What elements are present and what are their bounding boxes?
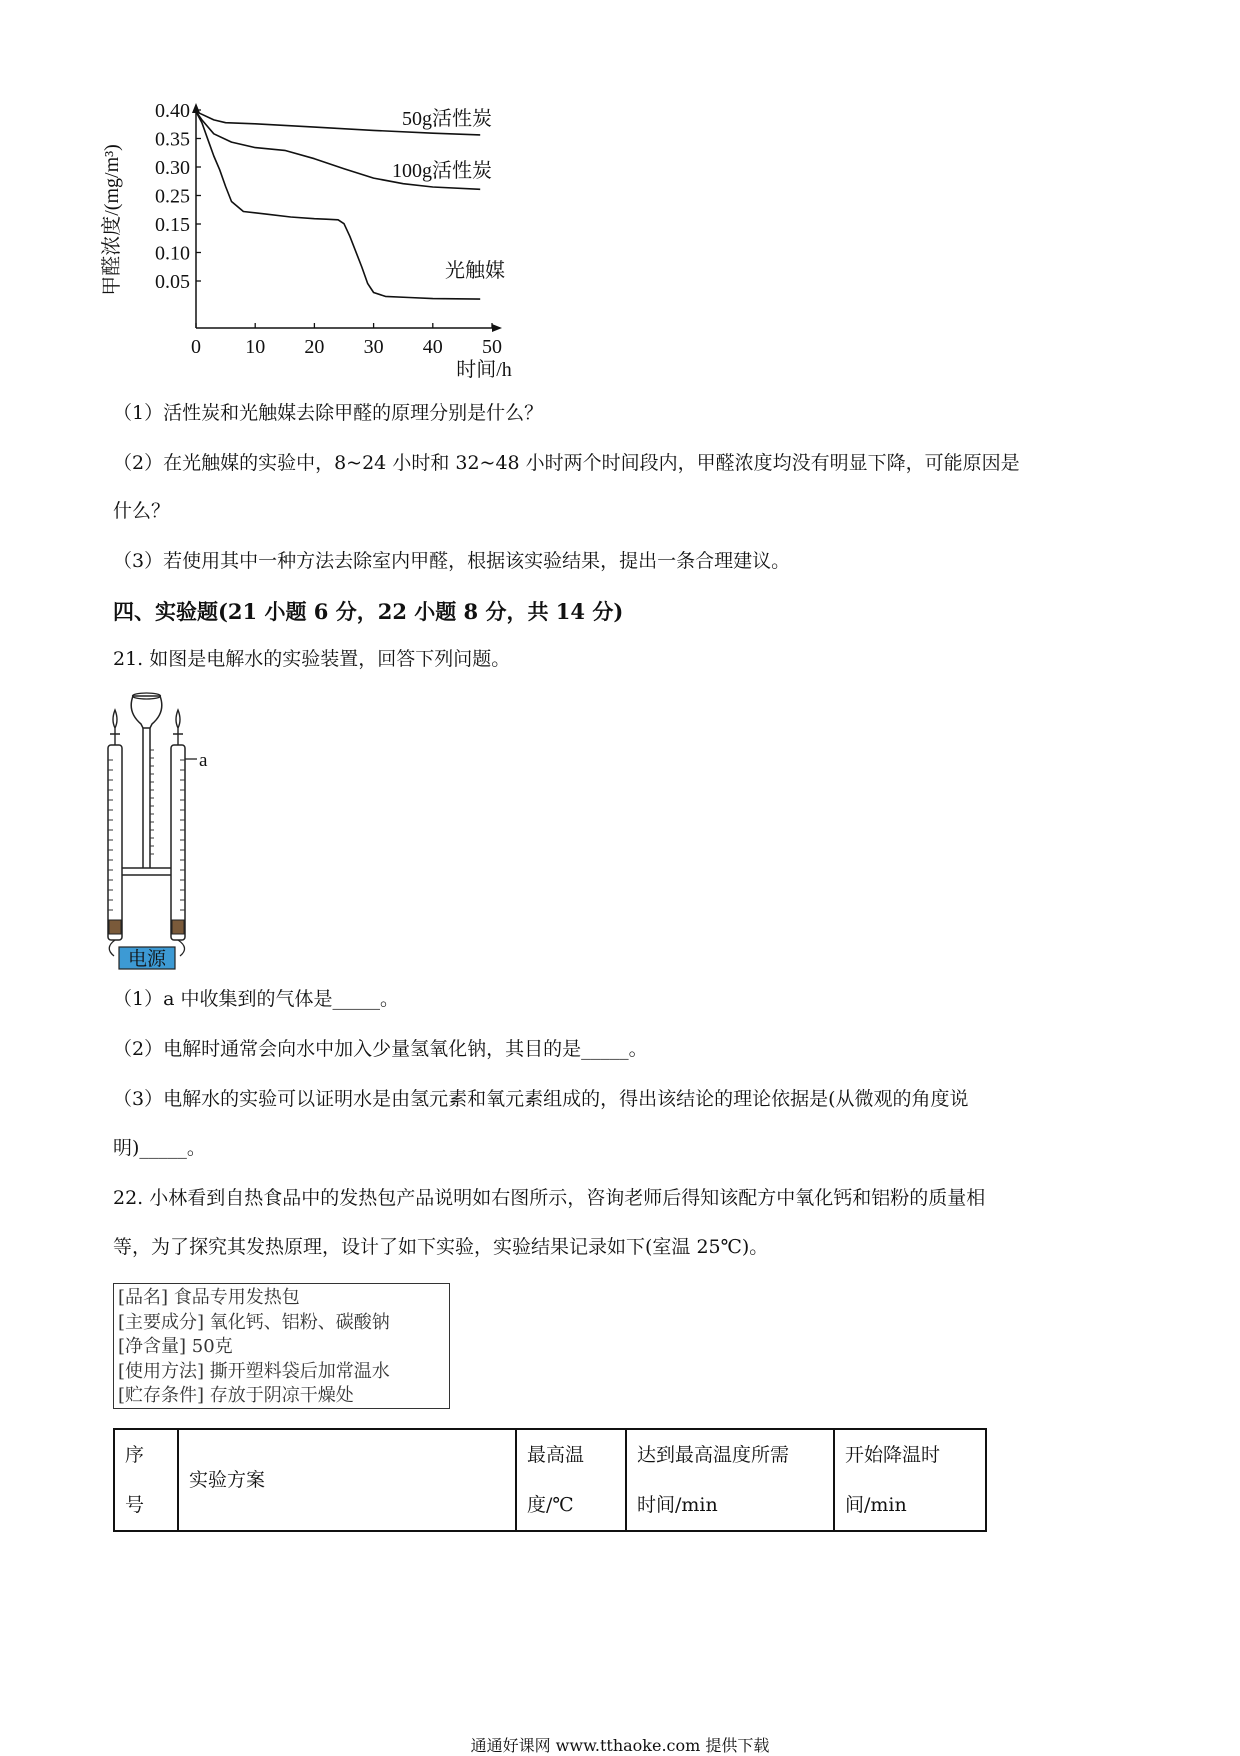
series-line-3 bbox=[196, 112, 480, 300]
y-tick-label: 0.30 bbox=[155, 157, 190, 179]
y-axis-label: 甲醛浓度/(mg/m³) bbox=[101, 144, 123, 296]
q21-part1: （1）a 中收集到的气体是_____。 bbox=[113, 988, 399, 1010]
formaldehyde-chart bbox=[100, 95, 600, 385]
y-tick-label: 0.40 bbox=[155, 100, 190, 122]
table-header-row bbox=[114, 1429, 986, 1531]
label-line-usage: [使用方法] 撕开塑料袋后加常温水 bbox=[118, 1360, 390, 1382]
label-line-net-content: [净含量] 50克 bbox=[118, 1336, 233, 1357]
header-max-temp: 最高温 度/℃ bbox=[516, 1429, 626, 1531]
y-tick-label: 0.25 bbox=[155, 185, 190, 208]
q20-part3: （3）若使用其中一种方法去除室内甲醛，根据该实验结果，提出一条合理建议。 bbox=[113, 550, 791, 572]
header-serial: 序 号 bbox=[114, 1429, 178, 1531]
q22-stem-line1: 22. 小林看到自热食品中的发热包产品说明如右图所示，咨询老师后得知该配方中氧化钙和铝粉的质量相 bbox=[113, 1187, 986, 1209]
left-wire bbox=[109, 940, 115, 956]
y-tick-label: 0.05 bbox=[155, 271, 190, 293]
series-label-1: 50g活性炭 bbox=[402, 108, 492, 130]
q20-part2: （2）在光触媒的实验中，8~24 小时和 32~48 小时两个时间段内，甲醛浓度均没有明显下降，可能原因是 bbox=[113, 452, 1020, 474]
label-line-ingredients: [主要成分] 氧化钙、铝粉、碳酸钠 bbox=[118, 1311, 390, 1333]
header-time-to-max: 达到最高温度所需 时间/min bbox=[626, 1429, 834, 1531]
y-tick-label: 0.10 bbox=[155, 242, 190, 265]
y-tick-label: 0.35 bbox=[155, 128, 190, 151]
experiment-table bbox=[113, 1428, 987, 1532]
q21-part3: （3）电解水的实验可以证明水是由氢元素和氧元素组成的，得出该结论的理论依据是(从微观的角度说 bbox=[113, 1088, 969, 1110]
product-label-box bbox=[113, 1283, 450, 1409]
header-plan: 实验方案 bbox=[178, 1429, 516, 1531]
header-cooling-start: 开始降温时 间/min bbox=[834, 1429, 986, 1531]
right-stopcock bbox=[173, 710, 183, 745]
y-axis-arrow bbox=[192, 103, 200, 113]
right-electrode bbox=[172, 920, 184, 934]
series-label-2: 100g活性炭 bbox=[392, 160, 492, 182]
electrolysis-apparatus bbox=[100, 690, 260, 970]
label-line-storage: [贮存条件] 存放于阴凉干燥处 bbox=[118, 1385, 354, 1406]
x-tick-label: 30 bbox=[363, 336, 384, 358]
right-tube bbox=[171, 745, 185, 940]
x-tick-label: 40 bbox=[422, 336, 443, 358]
right-wire bbox=[178, 940, 185, 956]
left-stopcock bbox=[110, 710, 120, 745]
y-tick-label: 0.15 bbox=[155, 214, 190, 236]
x-tick-label: 20 bbox=[304, 336, 325, 358]
x-axis-label: 时间/h bbox=[456, 359, 512, 381]
left-tube bbox=[108, 745, 122, 940]
q21-stem: 21. 如图是电解水的实验装置，回答下列问题。 bbox=[113, 648, 511, 670]
section-heading: 四、实验题(21 小题 6 分，22 小题 8 分，共 14 分) bbox=[113, 599, 624, 624]
x-tick-label: 10 bbox=[245, 336, 266, 358]
label-line-name: [品名] 食品专用发热包 bbox=[118, 1287, 300, 1308]
x-axis-arrow bbox=[492, 324, 502, 332]
page-footer: 通通好课网 www.tthaoke.com 提供下载 bbox=[470, 1736, 770, 1755]
power-source-label: 电源 bbox=[127, 949, 167, 970]
q22-stem-line2: 等，为了探究其发热原理，设计了如下实验，实验结果记录如下(室温 25℃)。 bbox=[113, 1236, 769, 1258]
label-a: a bbox=[199, 750, 208, 771]
x-tick-label: 0 bbox=[191, 336, 201, 358]
x-tick-label: 50 bbox=[482, 336, 502, 358]
series-label-3: 光触媒 bbox=[445, 260, 505, 282]
q21-part3-cont: 明)_____。 bbox=[113, 1137, 206, 1159]
left-electrode bbox=[109, 920, 121, 934]
q20-part1: （1）活性炭和光触媒去除甲醛的原理分别是什么？ bbox=[113, 402, 544, 424]
q20-part2-cont: 什么？ bbox=[113, 500, 171, 522]
q21-part2: （2）电解时通常会向水中加入少量氢氧化钠，其目的是_____。 bbox=[113, 1038, 648, 1060]
reservoir-bulb bbox=[131, 696, 162, 728]
